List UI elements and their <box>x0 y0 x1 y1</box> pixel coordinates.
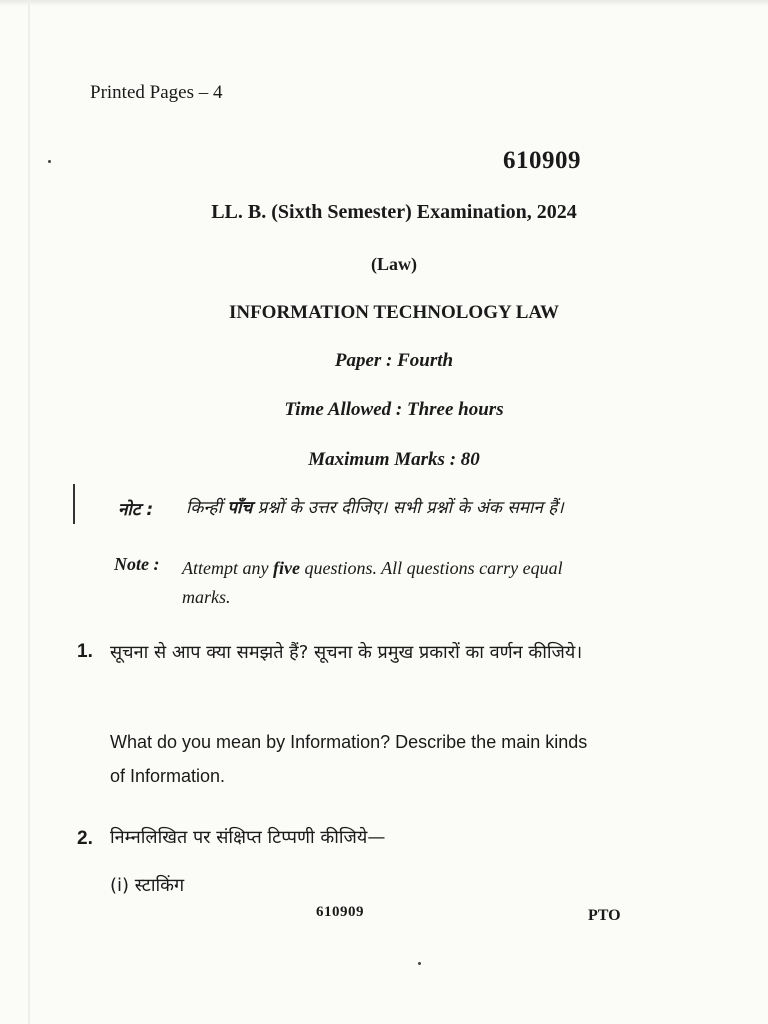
question-1-number: 1. <box>77 641 93 662</box>
scan-speck <box>418 962 421 965</box>
question-2-item-i: (i) स्टाकिंग <box>110 875 185 896</box>
printed-pages-label: Printed Pages – 4 <box>90 82 223 103</box>
scan-edge-left <box>28 0 30 1024</box>
question-1-english: What do you mean by Information? Describe the main kinds of Information. <box>110 732 588 786</box>
note-hindi-text <box>186 495 606 521</box>
note-hindi-bold: पाँच <box>227 498 253 518</box>
note-hindi-label: नोट : <box>118 500 154 520</box>
subject-title: INFORMATION TECHNOLOGY LAW <box>228 302 560 323</box>
scan-edge-top <box>0 0 768 6</box>
footer-paper-code: 610909 <box>316 904 364 920</box>
note-english-label: Note : <box>114 554 160 574</box>
pto-label: PTO <box>588 907 621 924</box>
question-2-hindi: निम्नलिखित पर संक्षिप्त टिप्पणी कीजिये— <box>110 827 386 848</box>
paper-label: Paper : Fourth <box>334 350 454 371</box>
margin-bracket <box>73 484 81 524</box>
note-english-bold: five <box>272 558 300 578</box>
exam-title: LL. B. (Sixth Semester) Examination, 2024 <box>211 201 577 223</box>
note-hindi-pre: किन्हीं <box>186 498 228 518</box>
note-english-pre: Attempt any <box>182 558 273 578</box>
question-1-hindi: सूचना से आप क्या समझते हैं? सूचना के प्रमुख प्रकारों का वर्णन कीजिये। <box>110 642 583 663</box>
question-2-number: 2. <box>77 828 93 849</box>
note-english-post: questions. All questions carry equal marks. <box>182 558 563 607</box>
note-english-text <box>182 554 602 612</box>
scan-speck <box>48 160 51 163</box>
faculty-label: (Law) <box>371 254 417 274</box>
note-hindi-post: प्रश्नों के उत्तर दीजिए। सभी प्रश्नों के अंक समान हैं। <box>252 498 564 518</box>
maximum-marks: Maximum Marks : 80 <box>308 449 480 470</box>
paper-code: 610909 <box>503 147 581 174</box>
time-allowed: Time Allowed : Three hours <box>284 399 504 420</box>
